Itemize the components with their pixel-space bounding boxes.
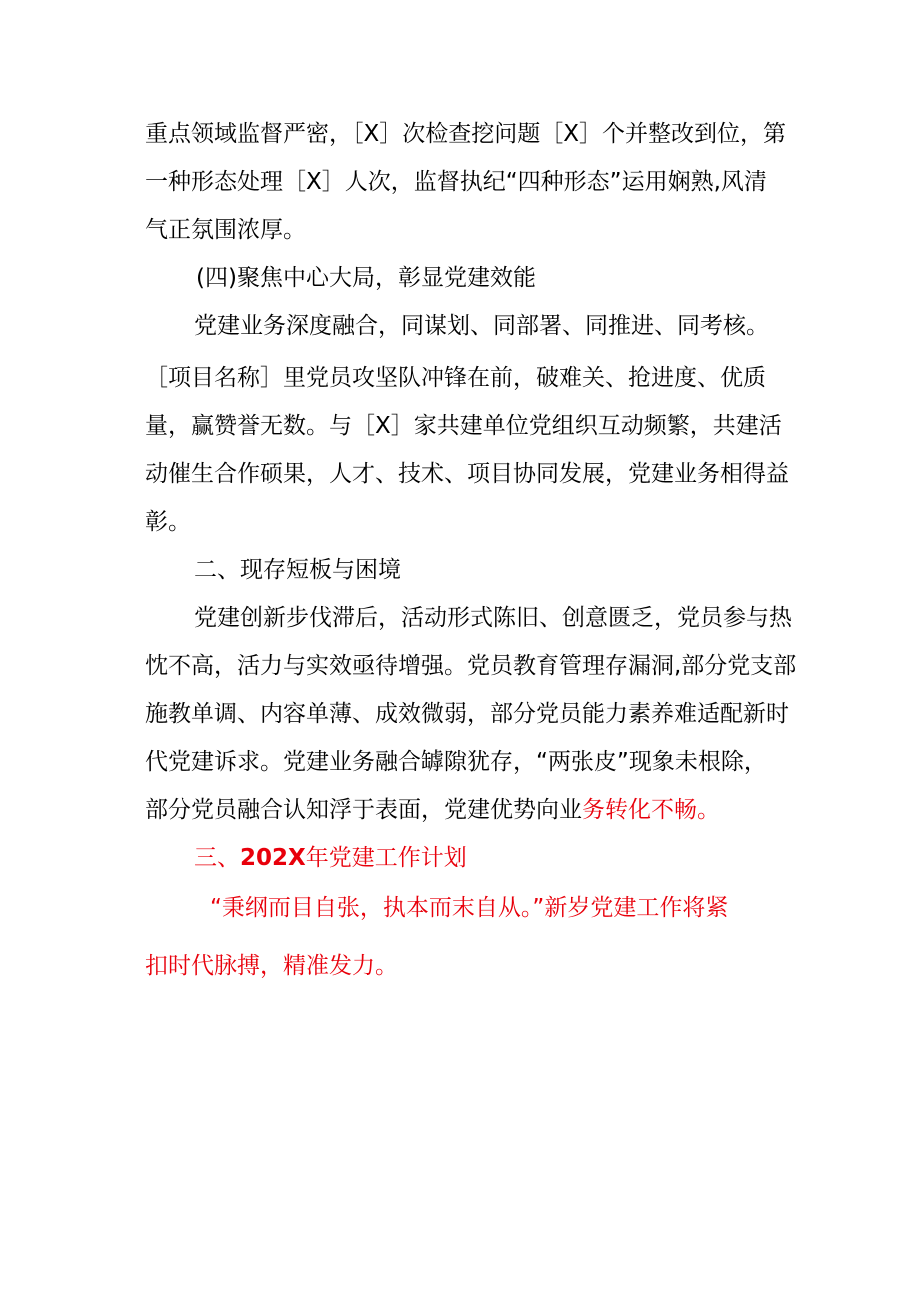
paragraph-line: 施教单调、内容单薄、成效微弱，部分党员能力素养难适配新时 [145, 701, 789, 727]
paragraph-line: 量，赢赞誉无数。与［X］家共建单位党组织互动频繁，共建活 [145, 413, 782, 439]
paragraph-line: 彰。 [145, 509, 191, 535]
paragraph-line: 党建创新步伐滞后，活动形式陈旧、创意匮乏，党员参与热 [194, 605, 792, 631]
heading-text: 年党建工作计划 [305, 845, 467, 871]
paragraph-line: 重点领域监督严密，［X］次检查挖问题［X］个并整改到位，第 [145, 121, 787, 147]
paragraph-text: 部分党员融合认知浮于表面，党建优势向业 [145, 797, 582, 823]
heading-prefix: 三、 [194, 845, 240, 871]
paragraph-line: 动催生合作硕果，人才、技术、项目协同发展，党建业务相得益 [145, 461, 789, 487]
paragraph-line: 忱不高，活力与实效亟待增强。党员教育管理存漏洞,部分党支部 [145, 653, 797, 679]
quote-line: 扣时代脉搏，精准发力。 [145, 953, 398, 979]
section-heading: (四)聚焦中心大局，彰显党建效能 [196, 265, 536, 291]
quote-line: “秉纲而目自张，执本而末自从。”新岁党建工作将紧 [210, 895, 729, 921]
paragraph-line: 气正氛围浓厚。 [145, 217, 306, 243]
paragraph-line: 一种形态处理［X］人次，监督执纪“四种形态”运用娴熟,风清 [145, 169, 767, 195]
paragraph-line: 党建业务深度融合，同谋划、同部署、同推进、同考核。 [194, 313, 769, 339]
paragraph-line: 代党建诉求。党建业务融合罅隙犹存，“两张皮”现象未根除， [145, 749, 767, 775]
heading-year: 202X [240, 845, 306, 871]
section-heading: 二、现存短板与困境 [194, 557, 401, 583]
section-heading [194, 843, 467, 873]
paragraph-line [145, 795, 720, 825]
paragraph-line: ［项目名称］里党员攻坚队冲锋在前，破难关、抢进度、优质 [145, 365, 766, 391]
highlighted-text: 务转化不畅。 [582, 797, 720, 823]
